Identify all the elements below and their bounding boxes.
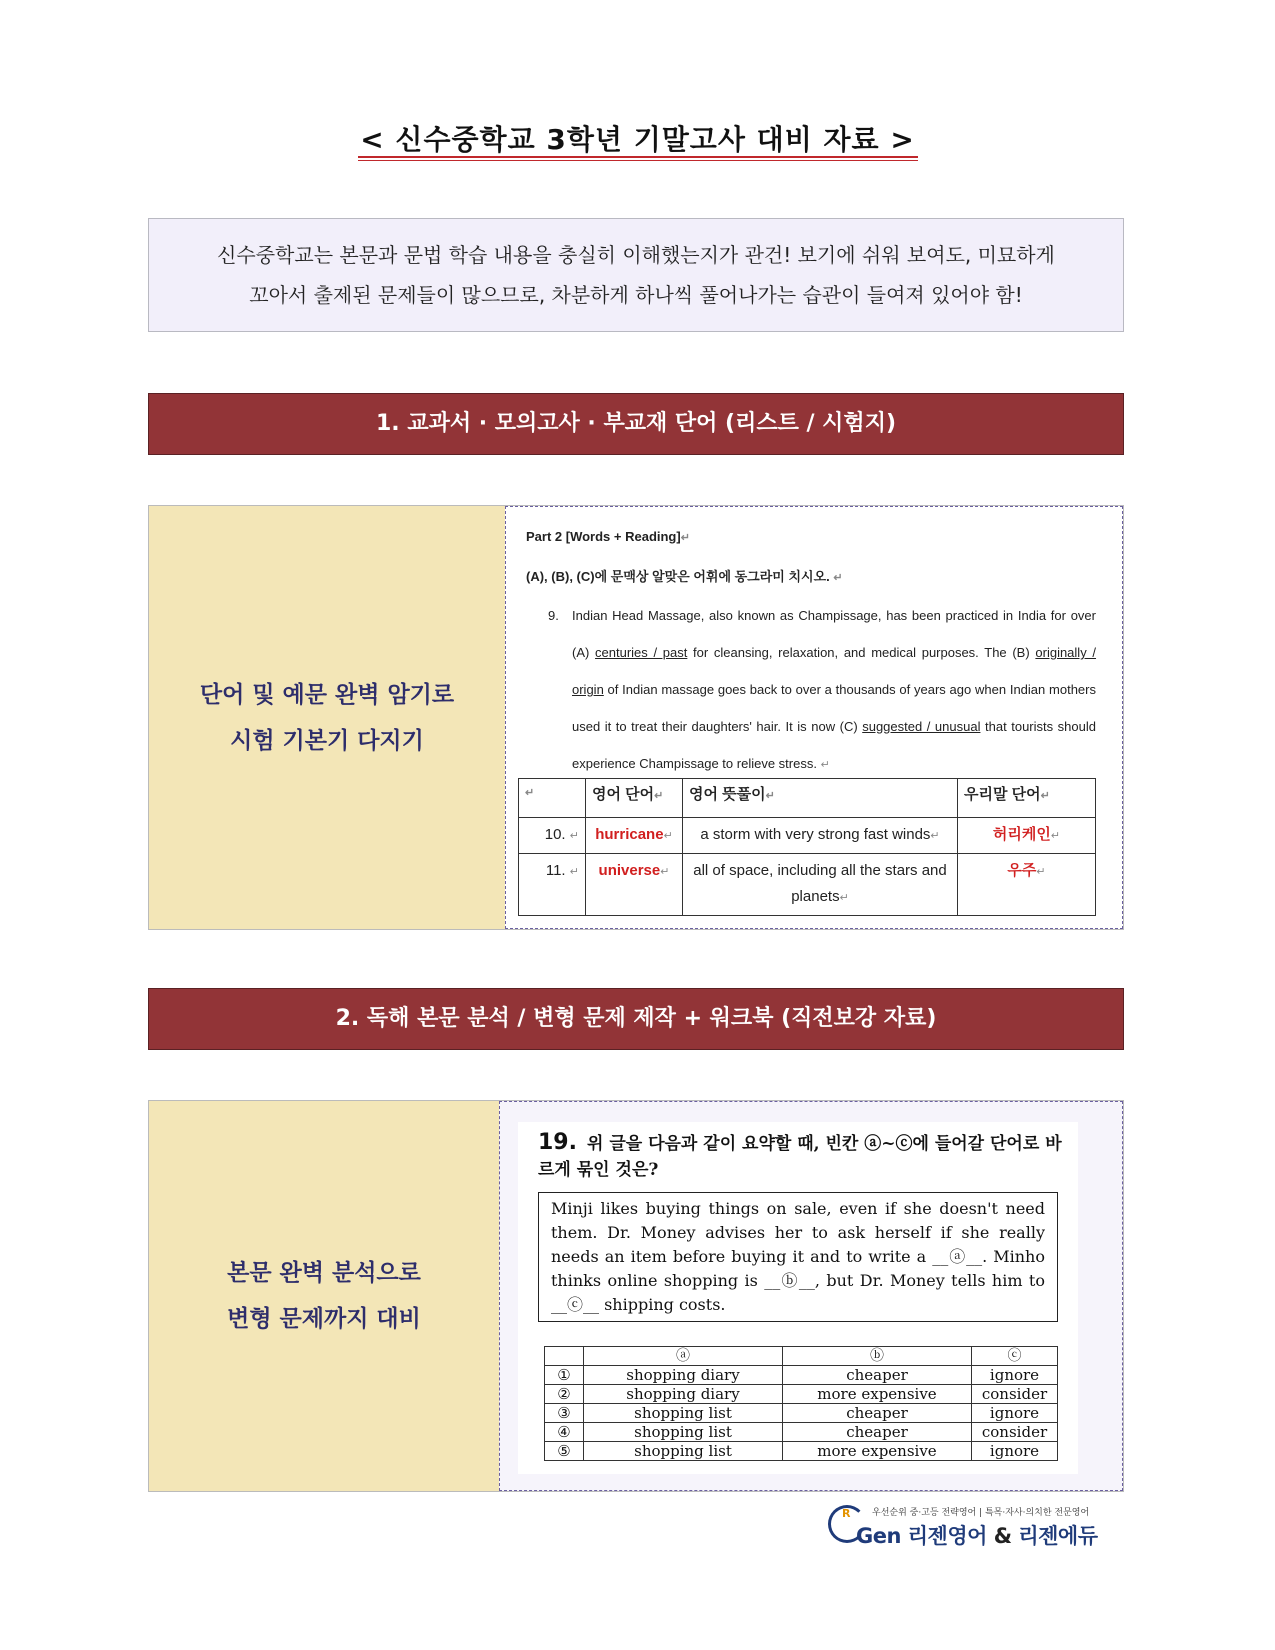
logo-r-mark: R — [842, 1507, 851, 1520]
choice-row-5: ⑤ shopping list more expensive ignore — [545, 1442, 1058, 1461]
summary-passage: Minji likes buying things on sale, even if she doesn't need them. Dr. Money advises her to ask herself if she really needs an item before buying it and to write a __ⓐ__. Minho thinks online shopping is __ⓑ__, but Dr. Money tells him to __ⓒ__ shipping costs. — [538, 1192, 1058, 1322]
choice-row-3: ③ shopping list cheaper ignore — [545, 1404, 1058, 1423]
vocab-korean: 우주 — [1007, 862, 1037, 879]
table-row: 10. ↵ hurricane↵ a storm with very strong fast winds↵ 허리케인↵ — [519, 818, 1096, 854]
vocab-word: universe — [598, 862, 661, 879]
section1-label — [149, 506, 506, 929]
choice-b: originally / origin — [572, 645, 1097, 697]
question-number: 9. — [548, 608, 559, 623]
question-19-text: 위 글을 다음과 같이 요약할 때, 빈칸 ⓐ~ⓒ에 들어갈 단어로 바르게 묶인 것은? — [538, 1134, 1062, 1180]
vocab-header-row: ↵ 영어 단어↵ 영어 뜻풀이↵ 우리말 단어↵ — [519, 779, 1096, 818]
section1 — [148, 505, 1124, 930]
choice-a: centuries / past — [595, 645, 688, 660]
question-19-heading — [538, 1130, 1068, 1183]
header-word: 영어 단어↵ — [586, 779, 683, 818]
page-title: < 신수중학교 3학년 기말고사 대비 자료 > — [360, 123, 915, 156]
header-korean: 우리말 단어↵ — [958, 779, 1096, 818]
vocab-word: hurricane — [595, 826, 664, 843]
vocab-korean: 허리케인 — [992, 826, 1051, 843]
choice-row-4: ④ shopping list cheaper consider — [545, 1423, 1058, 1442]
section2-label-line2: 변형 문제까지 대비 — [227, 1306, 421, 1332]
vocab-definition: all of space, including all the stars and planets — [693, 862, 947, 905]
question-number: 19. — [538, 1130, 577, 1155]
choice-c: suggested / unusual — [862, 719, 981, 734]
logo-tagline: 우선순위 중·고등 전략영어 | 특목·자사·의치한 전문영어 — [872, 1508, 1090, 1518]
section1-label-line1: 단어 및 예문 완벽 암기로 — [199, 681, 455, 708]
instruction: (A), (B), (C)에 문맥상 알맞은 어휘에 동그라미 치시오. ↵ — [526, 569, 843, 584]
choice-row-1: ① shopping diary cheaper ignore — [545, 1366, 1058, 1385]
question-9 — [548, 597, 1096, 784]
title-underline-thin — [358, 160, 918, 161]
brand-logo — [828, 1503, 1128, 1553]
header-definition: 영어 뜻풀이↵ — [683, 779, 958, 818]
intro-line-1: 신수중학교는 본문과 문법 학습 내용을 충실히 이해했는지가 관건! 보기에 쉬워 보여도, 미묘하게 — [217, 243, 1055, 267]
part-heading: Part 2 [Words + Reading]↵ — [526, 529, 690, 544]
vocab-table — [518, 778, 1096, 916]
intro-box — [148, 218, 1124, 332]
vocab-definition: a storm with very strong fast winds — [700, 826, 931, 843]
worksheet-sample — [512, 513, 1114, 922]
section2-label — [149, 1101, 500, 1491]
section2-banner: 2. 독해 본문 분석 / 변형 문제 제작 + 워크북 (직전보강 자료) — [148, 988, 1124, 1050]
section1-label-line2: 시험 기본기 다지기 — [230, 727, 424, 754]
logo-name: Gen 리젠영어 & 리젠에듀 — [856, 1524, 1098, 1548]
choice-row-2: ② shopping diary more expensive consider — [545, 1385, 1058, 1404]
section1-sample — [505, 506, 1123, 929]
choices-header-row: ⓐ ⓑ ⓒ — [545, 1347, 1058, 1366]
title-underline — [358, 156, 918, 158]
question-19 — [518, 1122, 1078, 1474]
table-row: 11. ↵ universe↵ all of space, including all the stars and planets↵ 우주↵ — [519, 854, 1096, 916]
section2-sample — [499, 1101, 1123, 1491]
section2 — [148, 1100, 1124, 1492]
intro-line-2: 꼬아서 출제된 문제들이 많으므로, 차분하게 하나씩 풀어나가는 습관이 들여져 있어야 함! — [249, 283, 1023, 307]
section1-banner: 1. 교과서 · 모의고사 · 부교재 단어 (리스트 / 시험지) — [148, 393, 1124, 455]
question-9-text: Indian Head Massage, also known as Champissage, has been practiced in India for over (A) centuries / past for cleansing, relaxation, and medical purposes. The (B) originally / origin of Indian massage goes back to over a thousands of years ago when Indian mothers used it to treat their daughters' hair. It is now (C) suggested / unusual that tourists should experience Champissage to relieve stress. ↵ — [572, 608, 1097, 771]
section2-label-line1: 본문 완벽 분석으로 — [227, 1260, 421, 1286]
choices-table — [544, 1346, 1058, 1461]
